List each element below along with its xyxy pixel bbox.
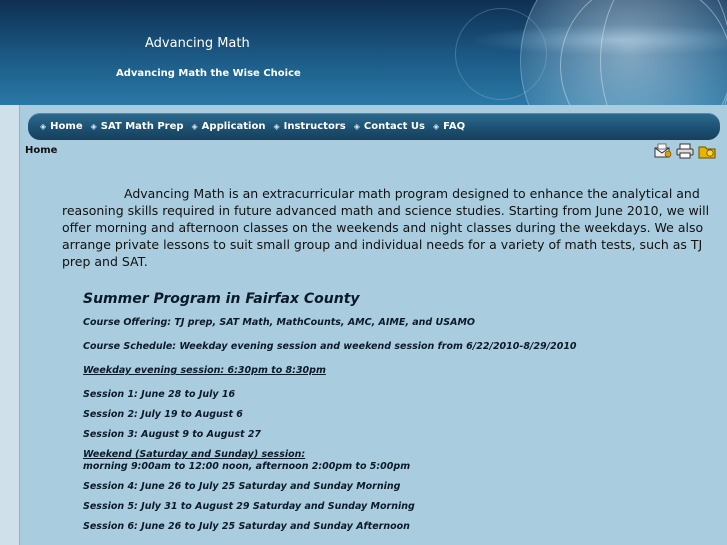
- summer-program-section: [83, 291, 703, 541]
- article-content: [20, 165, 727, 545]
- site-slogan: Advancing Math the Wise Choice: [116, 68, 301, 79]
- main-navigation: [28, 113, 720, 140]
- session-line: Session 6: June 26 to July 25 Saturday and Sunday Afternoon: [83, 521, 410, 532]
- nav-item-sat-math-prep[interactable]: [91, 121, 184, 132]
- nav-label: Instructors: [283, 121, 346, 132]
- nav-bullet-icon: ◈: [353, 122, 360, 131]
- course-offering: Course Offering: TJ prep, SAT Math, MathCounts, AMC, AIME, and USAMO: [83, 317, 475, 328]
- program-title: Summer Program in Fairfax County: [83, 291, 360, 307]
- nav-label: FAQ: [443, 121, 466, 132]
- nav-item-home[interactable]: [40, 121, 83, 132]
- nav-item-contact-us[interactable]: [354, 121, 425, 132]
- email-icon[interactable]: [654, 143, 672, 159]
- nav-label: Home: [50, 121, 83, 132]
- nav-bullet-icon: ◈: [40, 122, 47, 131]
- intro-text: Advancing Math is an extracurricular math program designed to enhance the analytical and reasoning skills required in future advanced math and science studies. Starting from June 2010, we will offer morning and afternoon classes on the weekends and night classes during the weekdays. We also arrange private lessons to suit small group and individual needs for a variety of math tests, such as TJ prep and SAT.: [62, 186, 710, 269]
- globe-arc: [600, 0, 727, 105]
- nav-item-instructors[interactable]: [273, 121, 345, 132]
- nav-label: Contact Us: [363, 121, 425, 132]
- nav-bullet-icon: ◈: [191, 122, 198, 131]
- session-line: Session 5: July 31 to August 29 Saturday and Sunday Morning: [83, 501, 415, 512]
- session-line: Session 4: June 26 to July 25 Saturday and Sunday Morning: [83, 481, 401, 492]
- nav-item-application[interactable]: [192, 121, 266, 132]
- nav-bullet-icon: ◈: [433, 122, 440, 131]
- print-icon[interactable]: [676, 143, 694, 159]
- nav-label: SAT Math Prep: [100, 121, 184, 132]
- session-line: Session 3: August 9 to August 27: [83, 429, 262, 440]
- nav-label: Application: [201, 121, 266, 132]
- nav-item-faq[interactable]: [433, 121, 465, 132]
- nav-bullet-icon: ◈: [273, 122, 280, 131]
- intro-paragraph: [62, 185, 712, 270]
- weekend-times: morning 9:00am to 12:00 noon, afternoon 2:00pm to 5:00pm: [83, 461, 411, 472]
- course-schedule: Course Schedule: Weekday evening session and weekend session from 6/22/2010-8/29/2010: [83, 341, 577, 352]
- weekday-heading: Weekday evening session: 6:30pm to 8:30pm: [83, 365, 326, 376]
- site-header: [0, 0, 727, 105]
- weekend-heading: Weekend (Saturday and Sunday) session:: [83, 449, 306, 460]
- breadcrumb: Home: [25, 145, 58, 156]
- article-tools: [654, 143, 716, 159]
- pdf-icon[interactable]: [698, 143, 716, 159]
- main-wrapper: [19, 105, 727, 545]
- session-line: Session 1: June 28 to July 16: [83, 389, 236, 400]
- site-name[interactable]: Advancing Math: [145, 36, 250, 51]
- session-line: Session 2: July 19 to August 6: [83, 409, 243, 420]
- nav-bullet-icon: ◈: [90, 122, 97, 131]
